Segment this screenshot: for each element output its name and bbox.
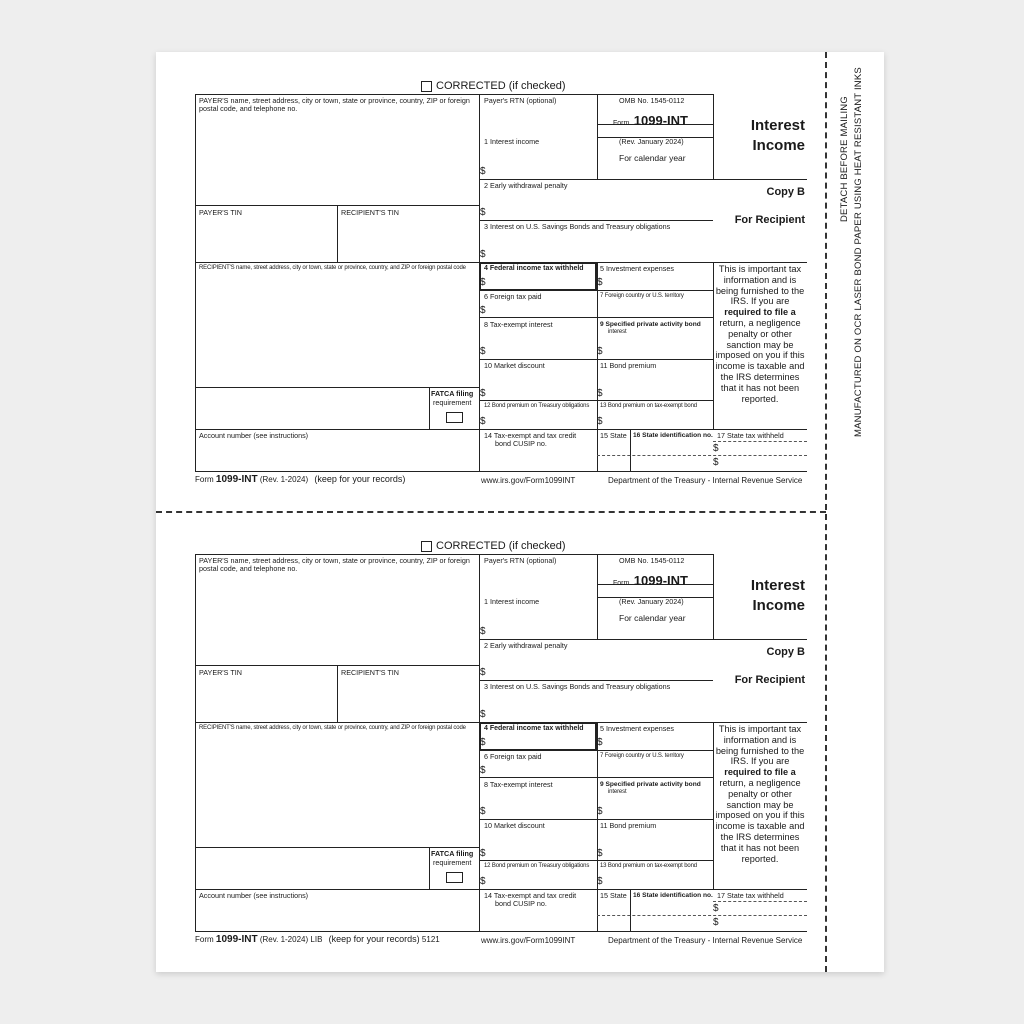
box1-label: 1 Interest income: [484, 597, 540, 606]
box11-label: 11 Bond premium: [600, 361, 657, 370]
box8-label: 8 Tax-exempt interest: [484, 780, 553, 789]
title-interest: Interest: [750, 577, 805, 594]
box12-field[interactable]: [489, 872, 593, 887]
notice-emphasis: required to file a: [724, 767, 796, 778]
box11-dollar: $: [597, 388, 603, 399]
fatca-label: FATCA filing: [431, 849, 474, 858]
box11-label: 11 Bond premium: [600, 821, 657, 830]
box10-dollar: $: [480, 388, 486, 399]
recipient-tin-label: RECIPIENT'S TIN: [341, 208, 399, 217]
box15-label: 15 State: [600, 891, 627, 900]
box5-dollar: $: [597, 737, 603, 748]
recipient-info-field[interactable]: [197, 276, 477, 384]
payer-tin-field[interactable]: [197, 680, 335, 720]
box3-label: 3 Interest on U.S. Savings Bonds and Treasury obligations: [484, 682, 671, 691]
box10-label: 10 Market discount: [484, 361, 545, 370]
box10-field[interactable]: [489, 373, 593, 399]
fatca-checkbox[interactable]: [446, 412, 463, 423]
box12-label: 12 Bond premium on Treasury obligations: [484, 403, 590, 409]
form-copy-top: [195, 78, 807, 485]
box5-field[interactable]: [605, 735, 709, 748]
box12-field[interactable]: [489, 412, 593, 427]
footer-form-number: 1099-INT: [215, 934, 258, 945]
box1-label: 1 Interest income: [484, 137, 540, 146]
box2-label: 2 Early withdrawal penalty: [484, 181, 568, 190]
box16-label: 16 State identification no.: [633, 892, 713, 899]
recipient-tin-label: RECIPIENT'S TIN: [341, 668, 399, 677]
box12-label: 12 Bond premium on Treasury obligations: [484, 863, 590, 869]
grid-line: [479, 860, 713, 861]
form-footer-id: [195, 474, 405, 485]
footer-form-number: 1099-INT: [215, 474, 258, 485]
box2-field[interactable]: [489, 652, 711, 678]
detach-text: DETACH BEFORE MAILING: [839, 96, 850, 222]
footer-lib: LIB: [310, 935, 323, 944]
grid-line: [479, 317, 713, 318]
title-income: Income: [752, 597, 805, 614]
box17-label: 17 State tax withheld: [717, 431, 784, 440]
form-id: [613, 572, 688, 590]
box8-label: 8 Tax-exempt interest: [484, 320, 553, 329]
box9-dollar: $: [597, 346, 603, 357]
omb-number: OMB No. 1545-0112: [619, 96, 685, 105]
box16-label: 16 State identification no.: [633, 432, 713, 439]
box13-field[interactable]: [605, 412, 709, 427]
recipient-notice: [715, 264, 805, 404]
form-word: Form: [613, 580, 630, 587]
box16-field[interactable]: [632, 902, 711, 929]
box1-dollar: $: [480, 166, 486, 177]
corrected-checkbox-row: [421, 80, 566, 92]
box4-field[interactable]: [489, 275, 593, 288]
footer-dept: Department of the Treasury - Internal Revenue Service: [608, 936, 803, 945]
box9-field[interactable]: [605, 336, 709, 358]
grid-line: [479, 220, 713, 221]
grid-line: [713, 554, 714, 639]
payer-rtn-label: Payer's RTN (optional): [484, 96, 557, 105]
box5-label: 5 Investment expenses: [600, 264, 674, 273]
box3-label: 3 Interest on U.S. Savings Bonds and Treasury obligations: [484, 222, 671, 231]
box7-field[interactable]: [601, 303, 711, 316]
grid-line: [713, 722, 714, 890]
grid-line: [713, 94, 714, 179]
box9-dollar: $: [597, 806, 603, 817]
box14-field[interactable]: [483, 910, 595, 929]
box15-field[interactable]: [599, 442, 628, 469]
footer-url: www.irs.gov/Form1099INT: [481, 476, 576, 485]
form-copy-bottom: [195, 538, 807, 945]
box9-label-cont: interest: [608, 329, 627, 335]
grid-line: [195, 387, 479, 388]
box12-dollar: $: [480, 876, 486, 887]
box17-dollar-1: $: [713, 443, 719, 454]
box4-label: 4 Federal income tax withheld: [484, 725, 584, 732]
grid-line: [195, 94, 713, 95]
grid-line: [597, 262, 598, 471]
omb-number: OMB No. 1545-0112: [619, 556, 685, 565]
title-interest: Interest: [750, 117, 805, 134]
box6-label: 6 Foreign tax paid: [484, 752, 542, 761]
recipient-tin-field[interactable]: [339, 220, 477, 260]
box5-dollar: $: [597, 277, 603, 288]
account-number-label: Account number (see instructions): [199, 891, 309, 900]
payer-tin-field[interactable]: [197, 220, 335, 260]
box8-dollar: $: [480, 806, 486, 817]
footer-code: 5121: [421, 935, 440, 944]
payer-info-field[interactable]: [197, 118, 477, 203]
grid-line: [195, 931, 807, 932]
form-number: 1099-INT: [633, 113, 688, 128]
corrected-checkbox[interactable]: [421, 81, 432, 92]
box4-label: 4 Federal income tax withheld: [484, 265, 584, 272]
box11-dollar: $: [597, 848, 603, 859]
notice-text: This is important tax information and is being furnished to the IRS. If you are required to file a return, a negligence penalty or other sanction may be imposed on you if this income is taxable and the IRS determines that it has not been reported.: [715, 264, 805, 404]
box10-label: 10 Market discount: [484, 821, 545, 830]
for-recipient-label: For Recipient: [734, 674, 805, 686]
footer-dept: Department of the Treasury - Internal Revenue Service: [608, 476, 803, 485]
copy-label: Copy B: [766, 646, 805, 658]
box2-dollar: $: [480, 667, 486, 678]
payer-tin-label: PAYER'S TIN: [199, 208, 242, 217]
box14-label: 14 Tax-exempt and tax credit: [484, 891, 577, 900]
box6-dollar: $: [480, 765, 486, 776]
calendar-year-label: For calendar year: [619, 613, 686, 623]
grid-line: [479, 359, 713, 360]
box11-field[interactable]: [605, 373, 709, 399]
box13-label: 13 Bond premium on tax-exempt bond: [600, 863, 697, 869]
payer-tin-label: PAYER'S TIN: [199, 668, 242, 677]
vertical-perforation: [825, 52, 827, 972]
fatca-label-cont: requirement: [433, 858, 472, 867]
recipient-info-field[interactable]: [197, 736, 477, 844]
grid-line: [429, 387, 430, 429]
box14-label-cont: bond CUSIP no.: [495, 899, 547, 908]
grid-line: [195, 429, 807, 430]
grid-line: [479, 777, 713, 778]
horizontal-perforation: [156, 511, 826, 513]
box13-field[interactable]: [605, 872, 709, 887]
grid-line: [195, 94, 196, 471]
fatca-label-cont: requirement: [433, 398, 472, 407]
box3-dollar: $: [480, 249, 486, 260]
box7-label: 7 Foreign country or U.S. territory: [600, 293, 684, 299]
box4-field[interactable]: [489, 735, 593, 748]
box1-dollar: $: [480, 626, 486, 637]
grid-line: [479, 819, 713, 820]
form-footer-id: [195, 934, 440, 945]
box1-field[interactable]: [489, 162, 593, 178]
box17-dollar-2: $: [713, 917, 719, 928]
box6-field[interactable]: [489, 763, 593, 776]
side-margin-text: [839, 67, 879, 442]
box9-label-cont: interest: [608, 789, 627, 795]
box9-label: 9 Specified private activity bond: [600, 321, 701, 328]
recipient-block-label: RECIPIENT'S name, street address, city or town, state or province, country, and ZIP or foreign postal code: [199, 265, 466, 271]
grid-line: [713, 262, 714, 430]
footer-form-word: Form: [195, 475, 214, 484]
notice-text: This is important tax information and is being furnished to the IRS. If you are required to file a return, a negligence penalty or other sanction may be imposed on you if this income is taxable and the IRS determines that it has not been reported.: [715, 724, 805, 864]
form-number: 1099-INT: [633, 573, 688, 588]
box7-label: 7 Foreign country or U.S. territory: [600, 753, 684, 759]
grid-line: [195, 471, 807, 472]
box10-field[interactable]: [489, 833, 593, 859]
grid-line: [597, 722, 598, 931]
box17-label: 17 State tax withheld: [717, 891, 784, 900]
account-number-field[interactable]: [197, 443, 477, 469]
box9-field[interactable]: [605, 796, 709, 818]
grid-line: [337, 205, 338, 262]
box15-label: 15 State: [600, 431, 627, 440]
grid-line: [630, 889, 631, 931]
box4-dollar: $: [480, 277, 486, 288]
box8-dollar: $: [480, 346, 486, 357]
recipient-tin-field[interactable]: [339, 680, 477, 720]
grid-line: [195, 847, 479, 848]
grid-line: [479, 179, 807, 180]
box3-field[interactable]: [489, 694, 711, 720]
box8-field[interactable]: [489, 792, 593, 818]
box4-dollar: $: [480, 737, 486, 748]
box2-dollar: $: [480, 207, 486, 218]
box17-dollar-2: $: [713, 457, 719, 468]
corrected-label: CORRECTED (if checked): [436, 80, 566, 92]
calendar-year-label: For calendar year: [619, 153, 686, 163]
corrected-checkbox[interactable]: [421, 541, 432, 552]
box2-field[interactable]: [489, 192, 711, 218]
box3-field[interactable]: [489, 234, 711, 260]
grid-line: [630, 429, 631, 471]
footer-form-word: Form: [195, 935, 214, 944]
payer-block-label: PAYER'S name, street address, city or town, state or province, country, ZIP or foreign postal code, and telephone no.: [199, 556, 470, 573]
box17-field[interactable]: [721, 442, 805, 469]
copy-label: Copy B: [766, 186, 805, 198]
grid-line: [195, 554, 713, 555]
footer-keep: (keep for your records): [314, 474, 406, 484]
box14-field[interactable]: [483, 450, 595, 469]
box13-dollar: $: [597, 876, 603, 887]
revision-date: (Rev. January 2024): [619, 597, 684, 606]
box17-field[interactable]: [721, 902, 805, 929]
notice-emphasis: required to file a: [724, 307, 796, 318]
corrected-checkbox-row: [421, 540, 566, 552]
box13-label: 13 Bond premium on tax-exempt bond: [600, 403, 697, 409]
recipient-notice: [715, 724, 805, 864]
footer-keep: (keep for your records): [328, 934, 420, 944]
payer-rtn-label: Payer's RTN (optional): [484, 556, 557, 565]
box2-label: 2 Early withdrawal penalty: [484, 641, 568, 650]
box17-dollar-1: $: [713, 903, 719, 914]
box12-dollar: $: [480, 416, 486, 427]
footer-url: www.irs.gov/Form1099INT: [481, 936, 576, 945]
title-income: Income: [752, 137, 805, 154]
revision-date: (Rev. January 2024): [619, 137, 684, 146]
box6-field[interactable]: [489, 303, 593, 316]
box15-field[interactable]: [599, 902, 628, 929]
box8-field[interactable]: [489, 332, 593, 358]
grid-line: [479, 639, 807, 640]
form-word: Form: [613, 120, 630, 127]
box5-label: 5 Investment expenses: [600, 724, 674, 733]
box10-dollar: $: [480, 848, 486, 859]
footer-rev: (Rev. 1-2024): [259, 475, 309, 484]
manufactured-text: MANUFACTURED ON OCR LASER BOND PAPER USING HEAT RESISTANT INKS: [853, 67, 864, 437]
grid-line: [195, 889, 807, 890]
fatca-checkbox[interactable]: [446, 872, 463, 883]
form-id: [613, 112, 688, 130]
grid-line: [429, 847, 430, 889]
box16-field[interactable]: [632, 442, 711, 469]
corrected-label: CORRECTED (if checked): [436, 540, 566, 552]
account-number-label: Account number (see instructions): [199, 431, 309, 440]
box5-field[interactable]: [605, 275, 709, 288]
grid-line: [479, 680, 713, 681]
box9-label: 9 Specified private activity bond: [600, 781, 701, 788]
payer-info-field[interactable]: [197, 578, 477, 663]
for-recipient-label: For Recipient: [734, 214, 805, 226]
account-number-field[interactable]: [197, 903, 477, 929]
grid-line: [337, 665, 338, 722]
recipient-block-label: RECIPIENT'S name, street address, city or town, state or province, country, and ZIP or foreign postal code: [199, 725, 466, 731]
box7-field[interactable]: [601, 763, 711, 776]
box6-dollar: $: [480, 305, 486, 316]
grid-line: [195, 554, 196, 931]
footer-rev: (Rev. 1-2024): [259, 935, 309, 944]
box1-field[interactable]: [489, 622, 593, 638]
grid-line: [479, 400, 713, 401]
box14-label-cont: bond CUSIP no.: [495, 439, 547, 448]
box14-label: 14 Tax-exempt and tax credit: [484, 431, 577, 440]
payer-block-label: PAYER'S name, street address, city or town, state or province, country, ZIP or foreign postal code, and telephone no.: [199, 96, 470, 113]
box13-dollar: $: [597, 416, 603, 427]
box6-label: 6 Foreign tax paid: [484, 292, 542, 301]
box3-dollar: $: [480, 709, 486, 720]
fatca-label: FATCA filing: [431, 389, 474, 398]
box11-field[interactable]: [605, 833, 709, 859]
